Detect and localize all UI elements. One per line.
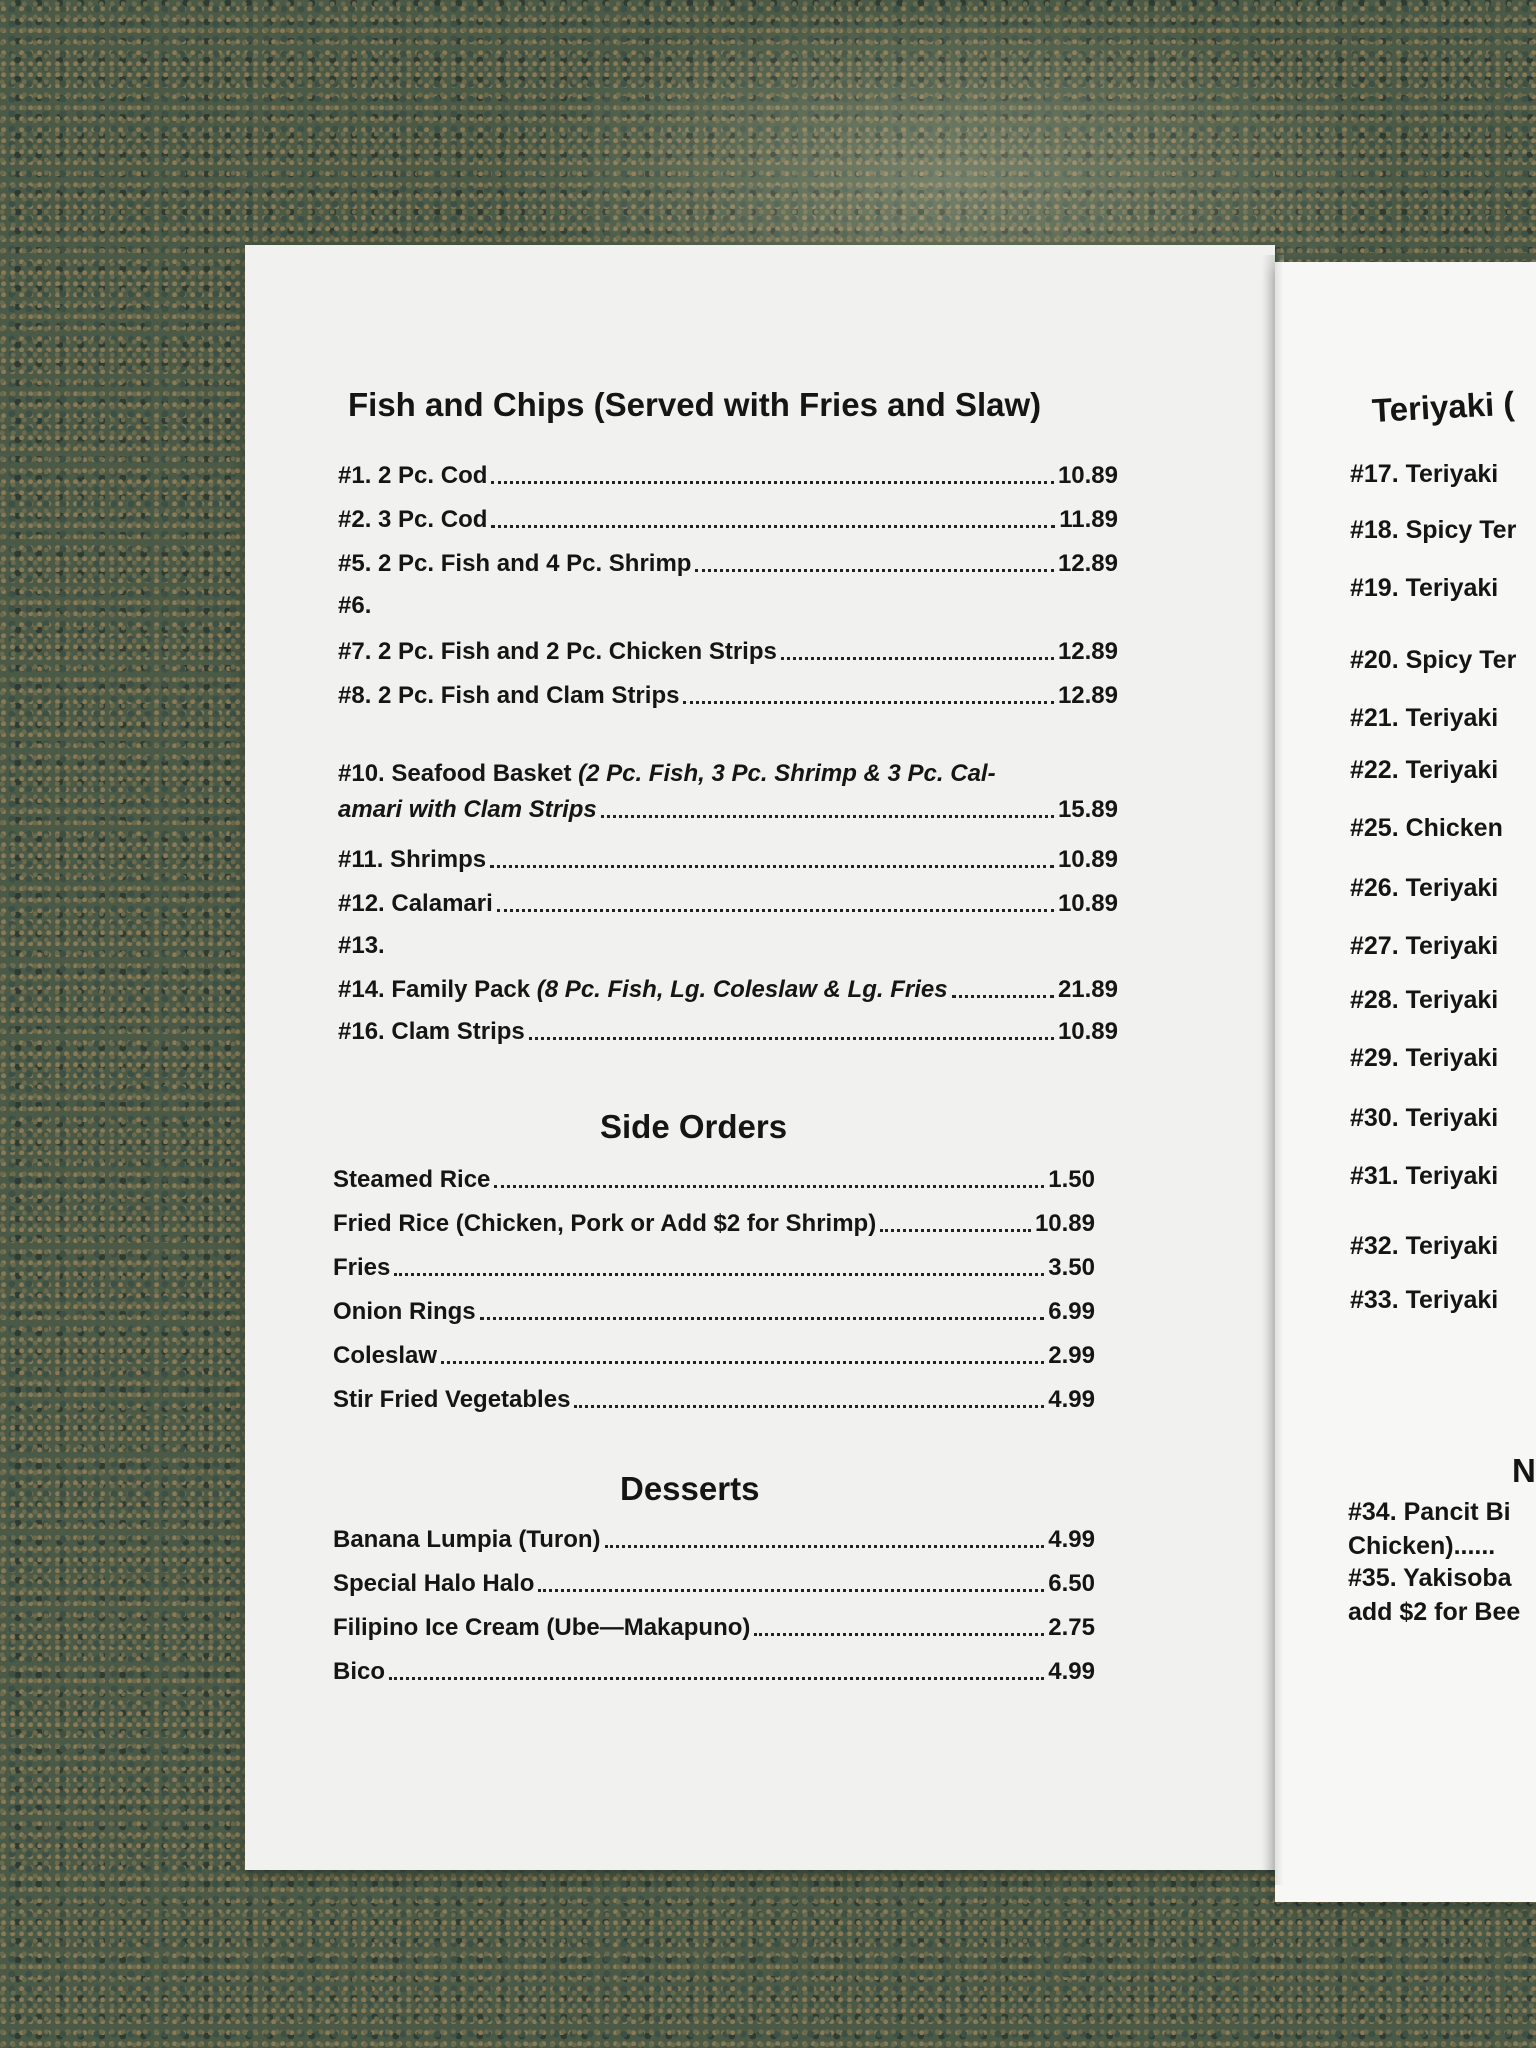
noodle-menu-item: add $2 for Bee bbox=[1348, 1598, 1521, 1626]
teriyaki-menu-item: #21. Teriyaki bbox=[1350, 704, 1499, 732]
item-price: 10.89 bbox=[1057, 890, 1118, 917]
fish-and-chips-menu-item bbox=[338, 846, 1118, 874]
item-label: Filipino Ice Cream (Ube—Makapuno) bbox=[333, 1614, 751, 1641]
dessert-menu-item bbox=[333, 1614, 1095, 1642]
teriyaki-menu-item: #20. Spicy Ter bbox=[1350, 646, 1517, 674]
item-price: 6.50 bbox=[1048, 1570, 1095, 1597]
item-label: Steamed Rice bbox=[333, 1166, 491, 1193]
fish-and-chips-menu-item bbox=[338, 462, 1118, 490]
dot-leader bbox=[781, 657, 1054, 660]
item-price: 10.89 bbox=[1034, 1210, 1095, 1237]
dot-leader bbox=[952, 995, 1054, 998]
item-label: Coleslaw bbox=[333, 1342, 438, 1369]
item-label: #14. Family Pack (8 Pc. Fish, Lg. Coleslaw & Lg. Fries bbox=[338, 976, 948, 1003]
item-price: 4.99 bbox=[1048, 1386, 1095, 1413]
side-order-menu-item bbox=[333, 1342, 1095, 1370]
fish-and-chips-menu-item bbox=[338, 796, 1118, 824]
dessert-menu-item bbox=[333, 1658, 1095, 1686]
item-note: (2 Pc. Fish, 3 Pc. Shrimp & 3 Pc. Cal- bbox=[578, 760, 996, 787]
teriyaki-menu-item: #22. Teriyaki bbox=[1350, 756, 1499, 784]
item-label: #1. 2 Pc. Cod bbox=[338, 462, 488, 489]
fish-and-chips-menu-item bbox=[338, 550, 1118, 578]
fish-and-chips-menu-item bbox=[338, 638, 1118, 666]
item-label: Banana Lumpia (Turon) bbox=[333, 1526, 601, 1553]
item-label: Stir Fried Vegetables bbox=[333, 1386, 571, 1413]
noodle-menu-item: Chicken)...... bbox=[1348, 1532, 1496, 1560]
fish-and-chips-menu-item bbox=[338, 592, 371, 620]
fish-and-chips-menu-item bbox=[338, 682, 1118, 710]
item-price: 15.89 bbox=[1057, 796, 1118, 823]
item-label: Fried Rice (Chicken, Pork or Add $2 for Shrimp) bbox=[333, 1210, 877, 1237]
item-note: amari with Clam Strips bbox=[338, 796, 597, 823]
item-label bbox=[338, 796, 597, 824]
dot-leader bbox=[491, 525, 1055, 528]
item-price: 12.89 bbox=[1057, 682, 1118, 709]
item-price: 10.89 bbox=[1057, 462, 1118, 489]
item-price: 11.89 bbox=[1059, 506, 1118, 533]
item-price: 3.50 bbox=[1048, 1254, 1095, 1281]
section-title-desserts: Desserts bbox=[620, 1470, 760, 1507]
item-price: 4.99 bbox=[1048, 1526, 1095, 1553]
fish-and-chips-menu-item bbox=[338, 932, 385, 960]
item-label: Special Halo Halo bbox=[333, 1570, 535, 1597]
dot-leader bbox=[683, 701, 1053, 704]
dot-leader bbox=[490, 865, 1054, 868]
item-price: 6.99 bbox=[1048, 1298, 1095, 1325]
item-price: 12.89 bbox=[1057, 638, 1118, 665]
section-title-teriyaki: Teriyaki ( bbox=[1371, 384, 1516, 429]
noodle-menu-item: #35. Yakisoba bbox=[1348, 1564, 1512, 1592]
teriyaki-menu-item: #19. Teriyaki bbox=[1350, 574, 1499, 602]
item-label: #11. Shrimps bbox=[338, 846, 487, 873]
dot-leader bbox=[480, 1317, 1045, 1320]
dot-leader bbox=[491, 481, 1054, 484]
dot-leader bbox=[695, 569, 1053, 572]
teriyaki-menu-item: #30. Teriyaki bbox=[1350, 1104, 1499, 1132]
menu-page-right bbox=[1275, 262, 1536, 1902]
dot-leader bbox=[574, 1405, 1044, 1408]
item-price: 12.89 bbox=[1057, 550, 1118, 577]
item-label: #2. 3 Pc. Cod bbox=[338, 506, 488, 533]
dot-leader bbox=[754, 1633, 1044, 1636]
dot-leader bbox=[605, 1545, 1045, 1548]
section-title-side-orders: Side Orders bbox=[600, 1108, 788, 1145]
fish-and-chips-menu-item bbox=[338, 1018, 1118, 1046]
dessert-menu-item bbox=[333, 1526, 1095, 1554]
fish-and-chips-menu-item bbox=[338, 890, 1118, 918]
item-price: 2.75 bbox=[1048, 1614, 1095, 1641]
item-price: 1.50 bbox=[1048, 1166, 1095, 1193]
dessert-menu-item bbox=[333, 1570, 1095, 1598]
item-price: 10.89 bbox=[1057, 846, 1118, 873]
item-label: #7. 2 Pc. Fish and 2 Pc. Chicken Strips bbox=[338, 638, 777, 665]
fish-and-chips-menu-item bbox=[338, 976, 1118, 1004]
item-label: #10. Seafood Basket (2 Pc. Fish, 3 Pc. Shrimp & 3 Pc. Cal- bbox=[338, 760, 996, 787]
fish-and-chips-menu-item bbox=[338, 760, 996, 788]
side-order-menu-item bbox=[333, 1210, 1095, 1238]
item-price: 4.99 bbox=[1048, 1658, 1095, 1685]
teriyaki-menu-item: #28. Teriyaki bbox=[1350, 986, 1499, 1014]
item-label: #13. bbox=[338, 932, 385, 959]
dot-leader bbox=[497, 909, 1054, 912]
item-label: #16. Clam Strips bbox=[338, 1018, 525, 1045]
dot-leader bbox=[880, 1229, 1031, 1232]
side-order-menu-item bbox=[333, 1386, 1095, 1414]
teriyaki-menu-item: #33. Teriyaki bbox=[1350, 1286, 1499, 1314]
section-title-fish-and-chips: Fish and Chips (Served with Fries and Slaw) bbox=[348, 386, 1042, 423]
side-order-menu-item bbox=[333, 1254, 1095, 1282]
teriyaki-menu-item: #18. Spicy Ter bbox=[1350, 516, 1517, 544]
teriyaki-menu-item: #25. Chicken bbox=[1350, 814, 1503, 842]
item-label: #8. 2 Pc. Fish and Clam Strips bbox=[338, 682, 680, 709]
noodle-menu-item: #34. Pancit Bi bbox=[1348, 1498, 1511, 1526]
teriyaki-menu-item: #29. Teriyaki bbox=[1350, 1044, 1499, 1072]
dot-leader bbox=[538, 1589, 1044, 1592]
item-label: #6. bbox=[338, 592, 372, 619]
item-label: Fries bbox=[333, 1254, 391, 1281]
side-order-menu-item bbox=[333, 1298, 1095, 1326]
item-label: #5. 2 Pc. Fish and 4 Pc. Shrimp bbox=[338, 550, 692, 577]
dot-leader bbox=[529, 1037, 1054, 1040]
dot-leader bbox=[441, 1361, 1044, 1364]
teriyaki-menu-item: #17. Teriyaki bbox=[1350, 460, 1499, 488]
item-price: 21.89 bbox=[1057, 976, 1118, 1003]
dot-leader bbox=[394, 1273, 1044, 1276]
page-fold bbox=[1262, 255, 1284, 1885]
teriyaki-menu-item: #31. Teriyaki bbox=[1350, 1162, 1499, 1190]
item-price: 10.89 bbox=[1057, 1018, 1118, 1045]
item-label: Onion Rings bbox=[333, 1298, 476, 1325]
dot-leader bbox=[389, 1677, 1044, 1680]
teriyaki-menu-item: #26. Teriyaki bbox=[1350, 874, 1499, 902]
dot-leader bbox=[601, 815, 1054, 818]
teriyaki-menu-item: #27. Teriyaki bbox=[1350, 932, 1499, 960]
item-price: 2.99 bbox=[1048, 1342, 1095, 1369]
item-note: (8 Pc. Fish, Lg. Coleslaw & Lg. Fries bbox=[536, 976, 948, 1003]
item-label: #12. Calamari bbox=[338, 890, 493, 917]
dot-leader bbox=[494, 1185, 1044, 1188]
item-label: Bico bbox=[333, 1658, 386, 1685]
side-order-menu-item bbox=[333, 1166, 1095, 1194]
teriyaki-menu-item: #32. Teriyaki bbox=[1350, 1232, 1499, 1260]
fish-and-chips-menu-item bbox=[338, 506, 1118, 534]
section-title-noodles: N bbox=[1512, 1452, 1536, 1489]
